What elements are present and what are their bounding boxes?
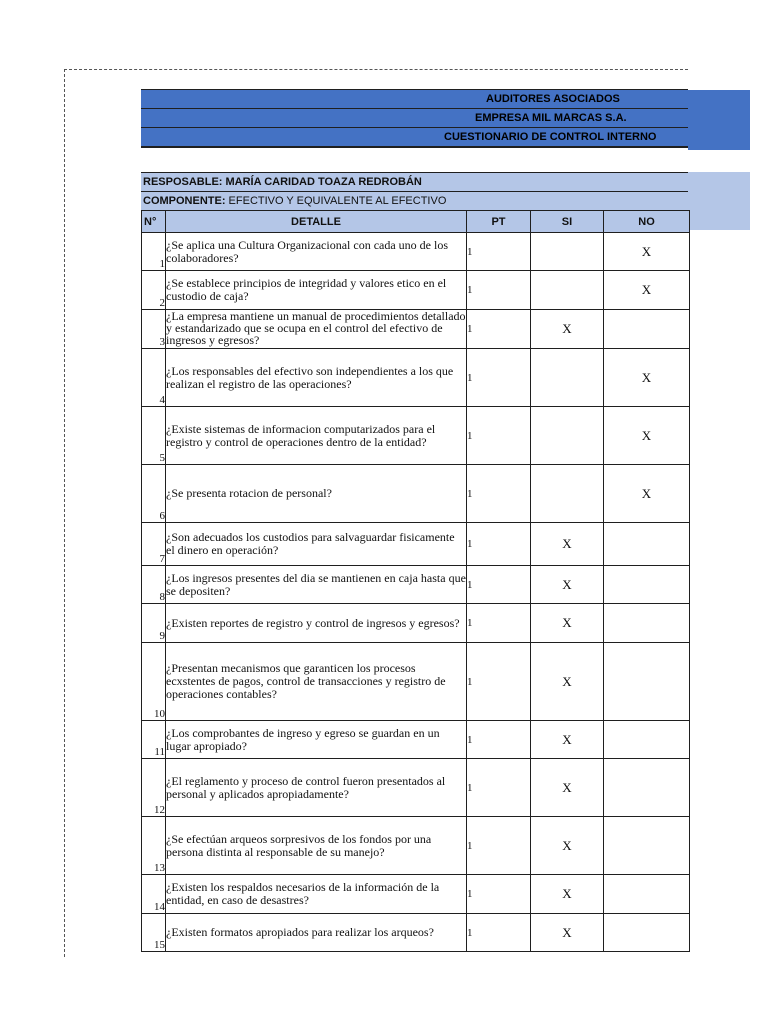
row-detail: ¿Existe sistemas de informacion computarizados para el registro y control de operaciones dentro de la entidad?: [166, 407, 467, 465]
responsable-text: RESPOSABLE: MARÍA CARIDAD TOAZA REDROBÁN: [143, 176, 422, 188]
row-detail: ¿Existen los respaldos necesarios de la información de la entidad, en caso de desastres?: [166, 875, 467, 914]
header-firm-row: [141, 89, 688, 108]
row-number: 14: [142, 875, 166, 914]
header-company-row: [141, 108, 688, 127]
row-si: X: [531, 523, 604, 566]
header-title-row: [141, 127, 688, 148]
table-row: [142, 349, 690, 407]
page-border-top: [64, 69, 688, 70]
table-row: [142, 914, 690, 952]
table-row: [142, 465, 690, 523]
row-si: X: [531, 643, 604, 721]
table-row: [142, 271, 690, 310]
row-number: 11: [142, 721, 166, 759]
table-row: [142, 759, 690, 817]
row-si: X: [531, 817, 604, 875]
table-row: [142, 310, 690, 349]
row-no: X: [604, 271, 690, 310]
row-pt: 1: [467, 233, 531, 271]
table-header-row: [142, 211, 690, 233]
row-detail: ¿Presentan mecanismos que garanticen los procesos ecxstentes de pagos, control de transacciones y registro de operaciones contables?: [166, 643, 467, 721]
row-si: [531, 465, 604, 523]
company-name: EMPRESA MIL MARCAS S.A.: [475, 112, 627, 124]
row-no: [604, 523, 690, 566]
row-detail: ¿Existen formatos apropiados para realizar los arqueos?: [166, 914, 467, 952]
row-detail: ¿Se aplica una Cultura Organizacional con cada uno de los colaboradores?: [166, 233, 467, 271]
document-title: CUESTIONARIO DE CONTROL INTERNO: [444, 131, 657, 143]
column-header-si: SI: [531, 211, 604, 233]
table-row: [142, 604, 690, 643]
column-header-num: N°: [142, 211, 166, 233]
row-si: X: [531, 310, 604, 349]
row-no: [604, 721, 690, 759]
row-si: X: [531, 914, 604, 952]
row-number: 2: [142, 271, 166, 310]
row-number: 5: [142, 407, 166, 465]
componente-label: COMPONENTE:: [143, 195, 226, 207]
table-row: [142, 566, 690, 604]
row-pt: 1: [467, 566, 531, 604]
componente-value: EFECTIVO Y EQUIVALENTE AL EFECTIVO: [225, 195, 447, 207]
row-no: [604, 875, 690, 914]
info-band-overflow: [688, 172, 750, 230]
row-pt: 1: [467, 817, 531, 875]
row-no: X: [604, 407, 690, 465]
row-si: X: [531, 721, 604, 759]
row-number: 10: [142, 643, 166, 721]
row-pt: 1: [467, 875, 531, 914]
row-detail: ¿Existen reportes de registro y control de ingresos y egresos?: [166, 604, 467, 643]
table-row: [142, 233, 690, 271]
row-detail: [166, 310, 467, 349]
row-detail: ¿Se presenta rotacion de personal?: [166, 465, 467, 523]
row-pt: 1: [467, 721, 531, 759]
row-si: X: [531, 759, 604, 817]
row-no: [604, 817, 690, 875]
row-si: X: [531, 604, 604, 643]
row-pt: 1: [467, 407, 531, 465]
row-pt: 1: [467, 271, 531, 310]
page-border-left: [64, 69, 65, 957]
row-si: X: [531, 875, 604, 914]
row-pt: 1: [467, 643, 531, 721]
row-no: [604, 759, 690, 817]
row-number: 9: [142, 604, 166, 643]
row-pt: 1: [467, 604, 531, 643]
row-number: 15: [142, 914, 166, 952]
row-no: [604, 914, 690, 952]
table-row: [142, 643, 690, 721]
row-detail-text: ¿La empresa mantiene un manual de procedimientos detallado y estandarizado que se ocupa en el control del efectivo de ingresos y egresos?: [166, 310, 466, 347]
row-number: 4: [142, 349, 166, 407]
info-block: [141, 172, 688, 210]
row-pt: 1: [467, 523, 531, 566]
row-number: 12: [142, 759, 166, 817]
row-si: [531, 233, 604, 271]
row-detail: ¿Son adecuados los custodios para salvaguardar fisicamente el dinero en operación?: [166, 523, 467, 566]
row-pt: 1: [467, 349, 531, 407]
header-band-overflow: [688, 90, 750, 150]
column-header-pt: PT: [467, 211, 531, 233]
row-detail: ¿Los comprobantes de ingreso y egreso se guardan en un lugar apropiado?: [166, 721, 467, 759]
table-row: [142, 875, 690, 914]
row-pt: 1: [467, 759, 531, 817]
row-no: [604, 566, 690, 604]
row-no: [604, 310, 690, 349]
row-pt: 1: [467, 310, 531, 349]
row-no: X: [604, 233, 690, 271]
row-pt: 1: [467, 914, 531, 952]
column-header-no: NO: [604, 211, 690, 233]
row-number: 1: [142, 233, 166, 271]
row-number: 7: [142, 523, 166, 566]
row-number: 3: [142, 310, 166, 349]
table-row: [142, 721, 690, 759]
row-no: X: [604, 349, 690, 407]
row-si: X: [531, 566, 604, 604]
row-detail: ¿Se establece principios de integridad y valores etico en el custodio de caja?: [166, 271, 467, 310]
column-header-detail: DETALLE: [166, 211, 467, 233]
table-row: [142, 523, 690, 566]
row-number: 6: [142, 465, 166, 523]
questionnaire-table: [141, 210, 690, 952]
componente-row: [141, 191, 688, 210]
row-no: X: [604, 465, 690, 523]
row-no: [604, 643, 690, 721]
row-detail: ¿Los responsables del efectivo son independientes a los que realizan el registro de las operaciones?: [166, 349, 467, 407]
row-number: 8: [142, 566, 166, 604]
table-row: [142, 407, 690, 465]
row-si: [531, 349, 604, 407]
row-si: [531, 407, 604, 465]
row-detail: ¿Los ingresos presentes del dia se mantienen en caja hasta que se depositen?: [166, 566, 467, 604]
table-row: [142, 817, 690, 875]
row-detail: ¿Se efectúan arqueos sorpresivos de los fondos por una persona distinta al responsable de su manejo?: [166, 817, 467, 875]
row-no: [604, 604, 690, 643]
row-detail: ¿El reglamento y proceso de control fueron presentados al personal y aplicados apropiadamente?: [166, 759, 467, 817]
row-si: [531, 271, 604, 310]
responsable-row: [141, 172, 688, 191]
row-pt: 1: [467, 465, 531, 523]
document-header: [141, 89, 688, 148]
row-number: 13: [142, 817, 166, 875]
firm-name: AUDITORES ASOCIADOS: [486, 93, 620, 105]
